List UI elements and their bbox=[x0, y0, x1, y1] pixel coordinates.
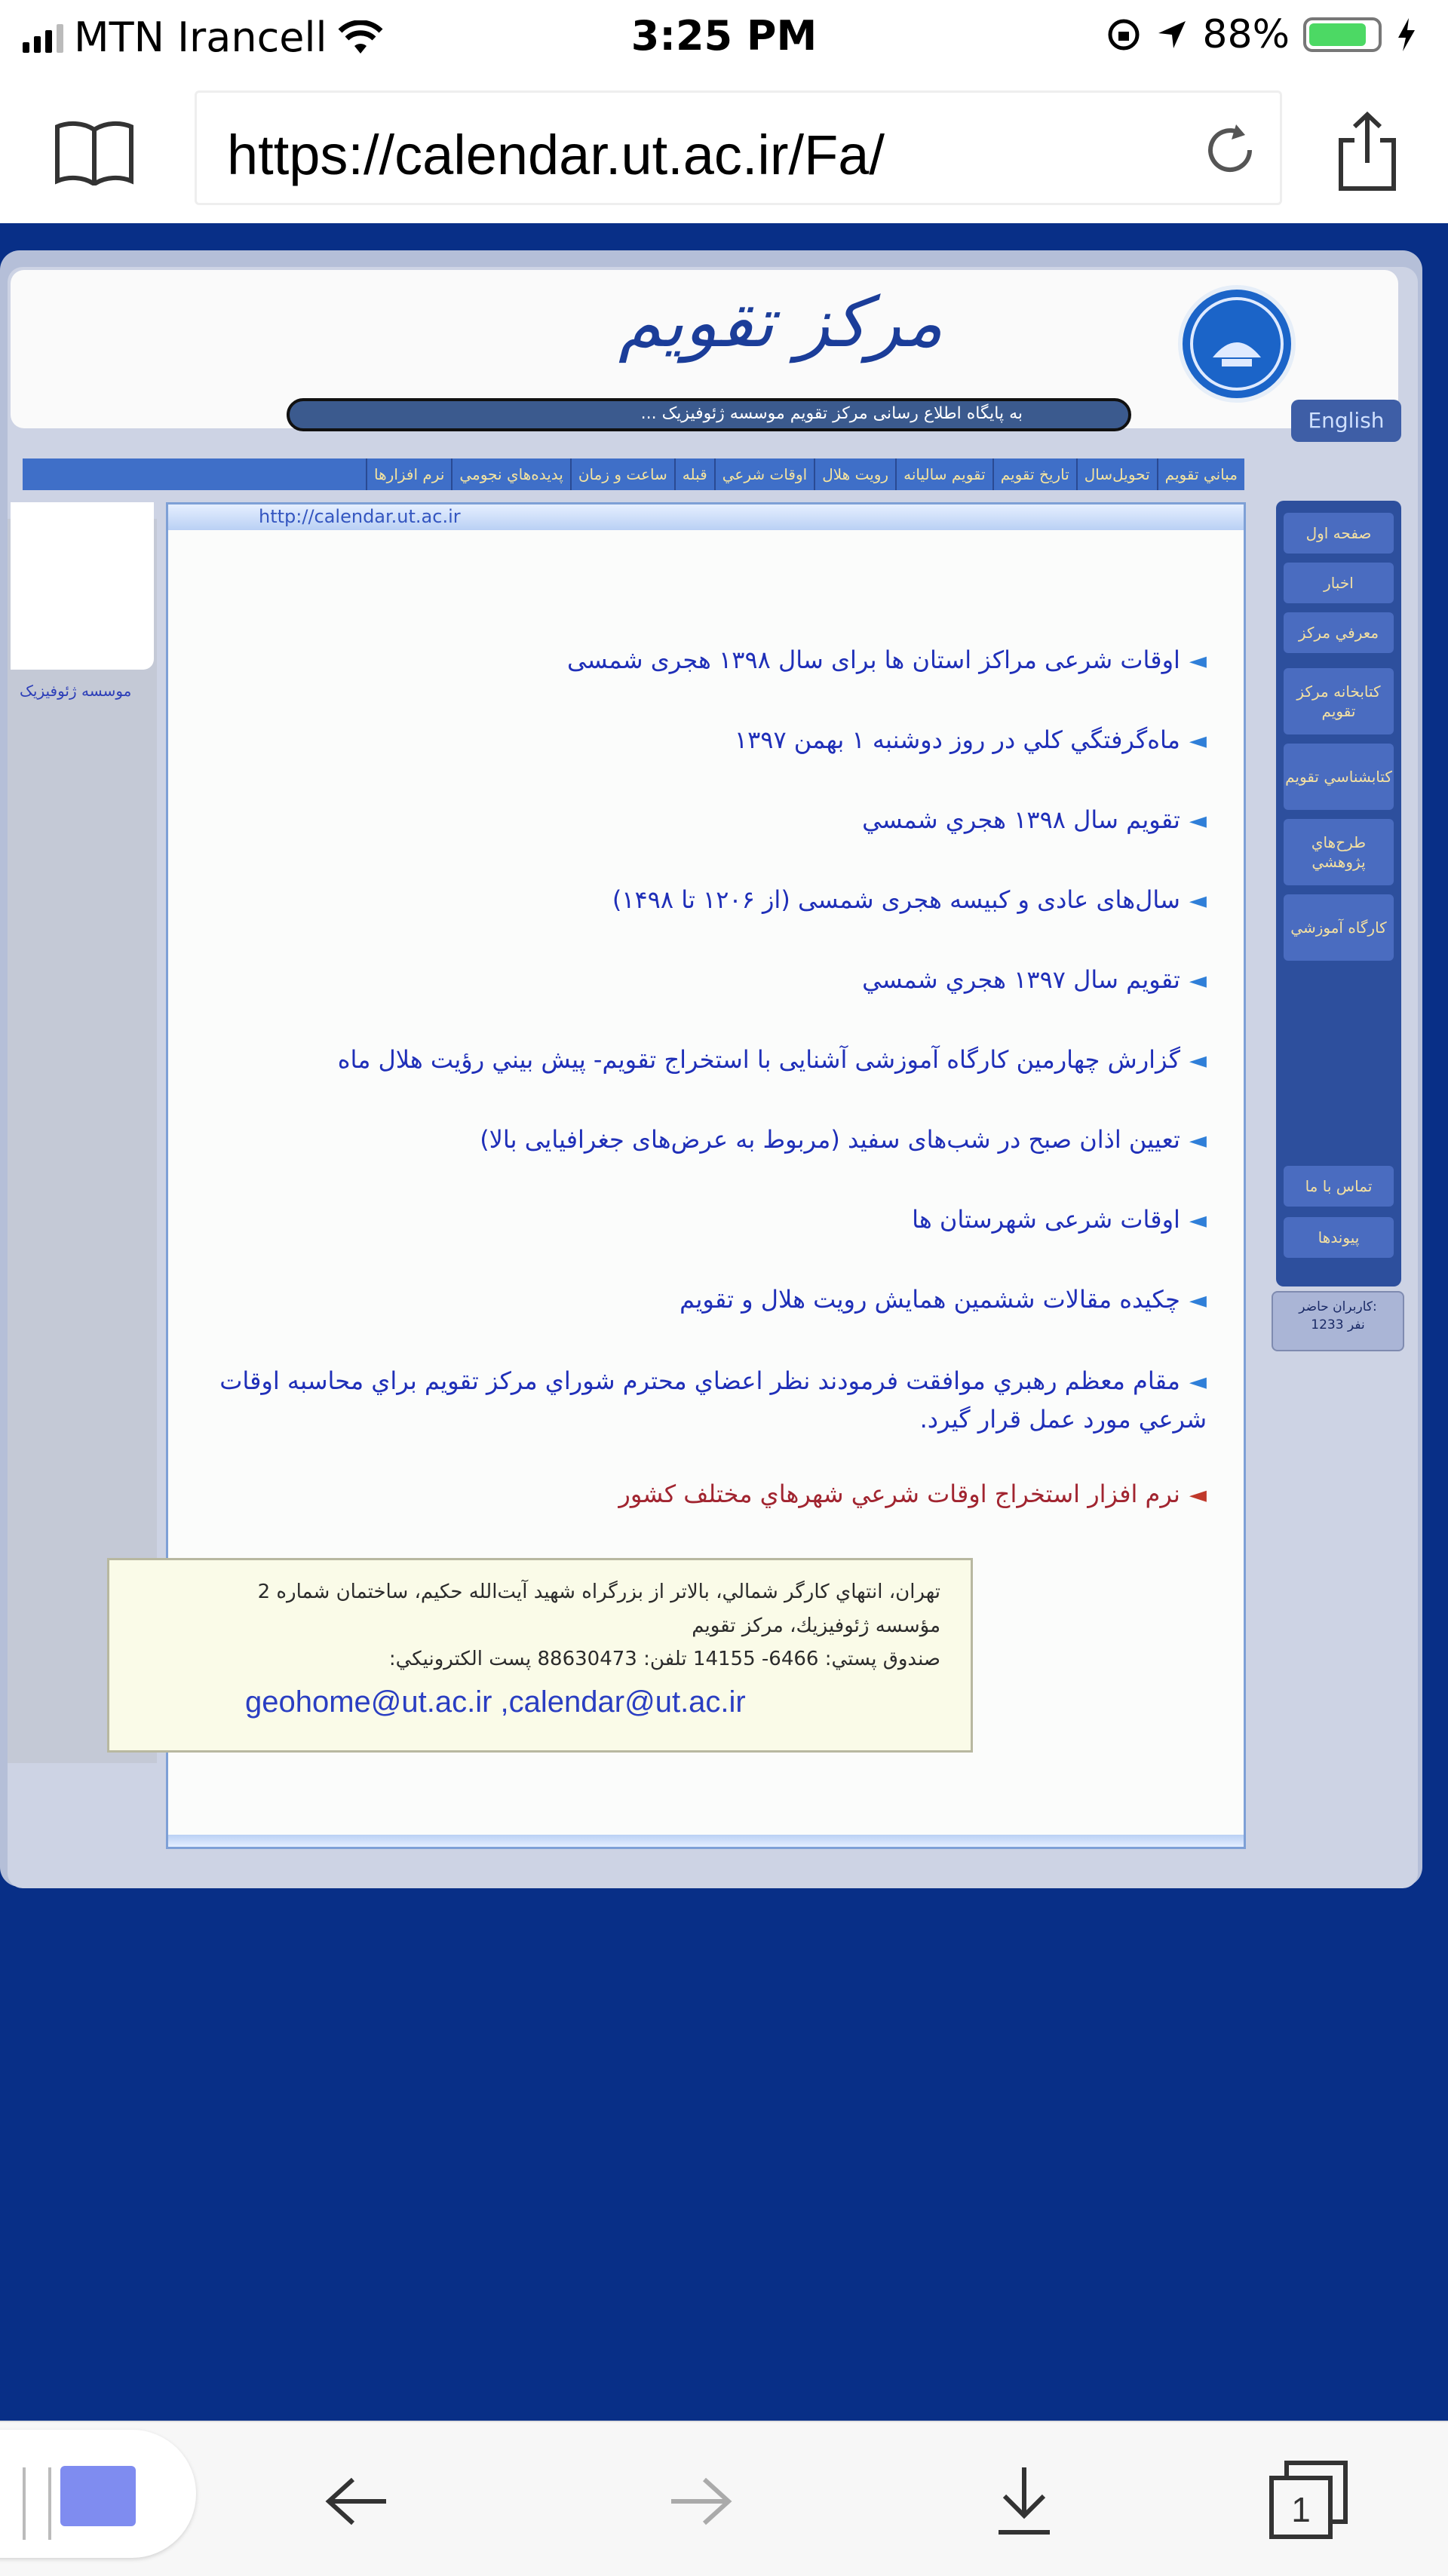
folder-icon[interactable] bbox=[60, 2466, 136, 2526]
bullet-icon: ◄ bbox=[1189, 1482, 1207, 1508]
news-item-label[interactable]: گزارش چهارمين کارگاه آموزشی آشنایی با استخراج تقویم- پيش بيني رؤيت هلال ماه bbox=[337, 1045, 1180, 1074]
bullet-icon: ◄ bbox=[1189, 1047, 1207, 1074]
location-icon bbox=[1155, 18, 1189, 51]
side-nav-workshop[interactable]: كارگاه آموزشي bbox=[1284, 894, 1394, 961]
news-item[interactable] bbox=[680, 1285, 1207, 1314]
english-label: English bbox=[1308, 408, 1385, 433]
online-users-box bbox=[1272, 1291, 1404, 1351]
content-footer-bar bbox=[168, 1835, 1244, 1847]
menu-item[interactable]: ساعت و زمان bbox=[570, 458, 674, 490]
news-item[interactable] bbox=[612, 885, 1207, 914]
side-nav-research[interactable]: طرح‌هاي پژوهشي bbox=[1284, 819, 1394, 885]
url-bar[interactable] bbox=[195, 90, 1282, 205]
status-time: 3:25 PM bbox=[630, 12, 818, 60]
news-item-label[interactable]: اوقات شرعی مراکز استان ها برای سال ۱۳۹۸ هجری شمسی bbox=[566, 646, 1180, 674]
url-text[interactable]: https://calendar.ut.ac.ir/Fa/ bbox=[227, 124, 885, 186]
browser-url-row bbox=[0, 83, 1448, 219]
university-seal-icon[interactable] bbox=[1178, 285, 1296, 403]
menu-item[interactable]: اوقات شرعي bbox=[714, 458, 814, 490]
bullet-icon: ◄ bbox=[1189, 1287, 1207, 1314]
content-titlebar bbox=[168, 504, 1244, 530]
news-item[interactable] bbox=[480, 1125, 1207, 1154]
left-panel-header bbox=[11, 502, 154, 670]
status-right bbox=[1106, 12, 1418, 57]
menu-item[interactable]: تحويل‌سال bbox=[1076, 458, 1157, 490]
tab-count: 1 bbox=[1291, 2490, 1311, 2529]
top-menu bbox=[23, 458, 1244, 490]
news-item-software[interactable] bbox=[618, 1480, 1207, 1508]
side-nav-bibliography[interactable]: كتابشناسي تقويم bbox=[1284, 744, 1394, 810]
news-item-label[interactable]: تعيين اذان صبح در شب‌های سفيد (مربوط به عرض‌های جغرافيايی بالا) bbox=[480, 1125, 1180, 1154]
side-nav-links[interactable]: پيوندها bbox=[1284, 1217, 1394, 1258]
side-nav bbox=[1276, 501, 1401, 1286]
menu-item[interactable]: نرم افزارها bbox=[366, 458, 451, 490]
content-url: http://calendar.ut.ac.ir bbox=[259, 506, 461, 527]
back-icon[interactable] bbox=[323, 2475, 391, 2528]
download-icon[interactable] bbox=[994, 2464, 1054, 2537]
side-nav-news[interactable]: اخبار bbox=[1284, 563, 1394, 603]
side-nav-library[interactable]: كتابخانه مركز تقويم bbox=[1284, 668, 1394, 734]
side-nav-about[interactable]: معرفي مركز bbox=[1284, 612, 1394, 653]
news-ticker bbox=[287, 398, 1131, 431]
bullet-icon: ◄ bbox=[1189, 1207, 1207, 1234]
geophysics-link[interactable]: موسسه ژئوفیزیک bbox=[20, 682, 132, 700]
book-icon[interactable] bbox=[53, 118, 136, 186]
bullet-icon: ◄ bbox=[1189, 648, 1207, 674]
battery-percent: 88% bbox=[1202, 12, 1290, 57]
tabs-icon[interactable] bbox=[1267, 2458, 1350, 2541]
bullet-icon: ◄ bbox=[1189, 728, 1207, 754]
address-line: صندوق پستي: 6466- 14155 تلفن: 88630473 پست الكترونيكي: bbox=[388, 1648, 940, 1671]
address-line: تهران، انتهاي كارگر شمالي، بالاتر از بزرگراه شهيد آيت‌الله حكيم، ساختمان شماره 2 bbox=[257, 1581, 940, 1603]
news-item-label[interactable]: تقويم سال ۱۳۹۸ هجري شمسي bbox=[862, 805, 1180, 834]
orientation-lock-icon bbox=[1106, 17, 1142, 53]
bullet-icon: ◄ bbox=[1189, 1369, 1207, 1395]
side-nav-home[interactable]: صفحه اول bbox=[1284, 513, 1394, 554]
news-item-label[interactable]: تقويم سال ۱۳۹۷ هجري شمسي bbox=[862, 965, 1180, 994]
news-item[interactable] bbox=[862, 965, 1207, 994]
charging-icon bbox=[1395, 17, 1418, 53]
address-line: مؤسسه ژئوفيزيك، مركز تقويم bbox=[692, 1614, 940, 1637]
handle-icon bbox=[23, 2467, 51, 2540]
bullet-icon: ◄ bbox=[1189, 1127, 1207, 1154]
news-item[interactable] bbox=[196, 1362, 1207, 1439]
site-logo[interactable]: مرکز تقویم bbox=[618, 282, 943, 363]
seal-emblem-icon bbox=[1183, 290, 1291, 398]
menu-item[interactable]: تقويم ساليانه bbox=[895, 458, 992, 490]
news-item[interactable] bbox=[862, 805, 1207, 834]
menu-item[interactable]: مباني تقويم bbox=[1157, 458, 1244, 490]
news-item-label[interactable]: مقام معظم رهبري موافقت فرمودند نظر اعضاي محترم شوراي مركز تقويم براي محاسبه اوقات شرعي مورد عمل قرار گيرد. bbox=[219, 1366, 1207, 1434]
news-item[interactable] bbox=[338, 1045, 1207, 1074]
menu-item[interactable]: قبله bbox=[674, 458, 714, 490]
ticker-text: ... به پایگاه اطلاع رسانی مرکز تقویم موسسه ژئوفیزیک bbox=[640, 404, 1023, 423]
email-links[interactable]: geohome@ut.ac.ir ,calendar@ut.ac.ir bbox=[245, 1685, 746, 1719]
news-item-label[interactable]: سال‌های عادی و کبیسه هجری شمسی (از ۱۲۰۶ تا ۱۴۹۸) bbox=[612, 885, 1180, 914]
news-item[interactable] bbox=[912, 1205, 1207, 1234]
news-item[interactable] bbox=[567, 646, 1207, 674]
carrier-name: MTN Irancell bbox=[74, 14, 327, 61]
web-page bbox=[0, 223, 1448, 2421]
online-users-label: كاربران حاضر: bbox=[1299, 1299, 1377, 1314]
news-item-label[interactable]: ماه‌گرفتگي کلي در روز دوشنبه ۱ بهمن ۱۳۹۷ bbox=[734, 725, 1180, 754]
english-button[interactable] bbox=[1291, 400, 1401, 442]
news-item-label[interactable]: نرم افزار استخراج اوقات شرعي شهرهاي مختلف كشور bbox=[618, 1480, 1180, 1508]
bullet-icon: ◄ bbox=[1189, 808, 1207, 834]
reload-icon[interactable] bbox=[1200, 120, 1260, 180]
menu-item[interactable]: رويت هلال bbox=[814, 458, 895, 490]
status-bar bbox=[0, 0, 1448, 75]
battery-icon bbox=[1303, 17, 1382, 52]
side-nav-contact[interactable]: تماس با ما bbox=[1284, 1166, 1394, 1207]
bullet-icon: ◄ bbox=[1189, 968, 1207, 994]
forward-icon[interactable] bbox=[667, 2475, 735, 2528]
news-item-label[interactable]: چکيده مقالات ششمين همايش رويت هلال و تقويم bbox=[680, 1285, 1180, 1314]
browser-toolbar bbox=[0, 2421, 1448, 2576]
bullet-icon: ◄ bbox=[1189, 888, 1207, 914]
news-item-label[interactable]: اوقات شرعی شهرستان ها bbox=[912, 1205, 1180, 1234]
tab-switcher-pill[interactable] bbox=[0, 2430, 196, 2558]
menu-item[interactable]: پديده‌هاي نجومي bbox=[451, 458, 569, 490]
address-box bbox=[107, 1558, 973, 1753]
menu-item[interactable]: تاريخ تقويم bbox=[992, 458, 1076, 490]
news-item[interactable] bbox=[735, 725, 1207, 754]
online-users-count: 1233 نفر bbox=[1311, 1317, 1365, 1332]
share-icon[interactable] bbox=[1333, 110, 1401, 193]
